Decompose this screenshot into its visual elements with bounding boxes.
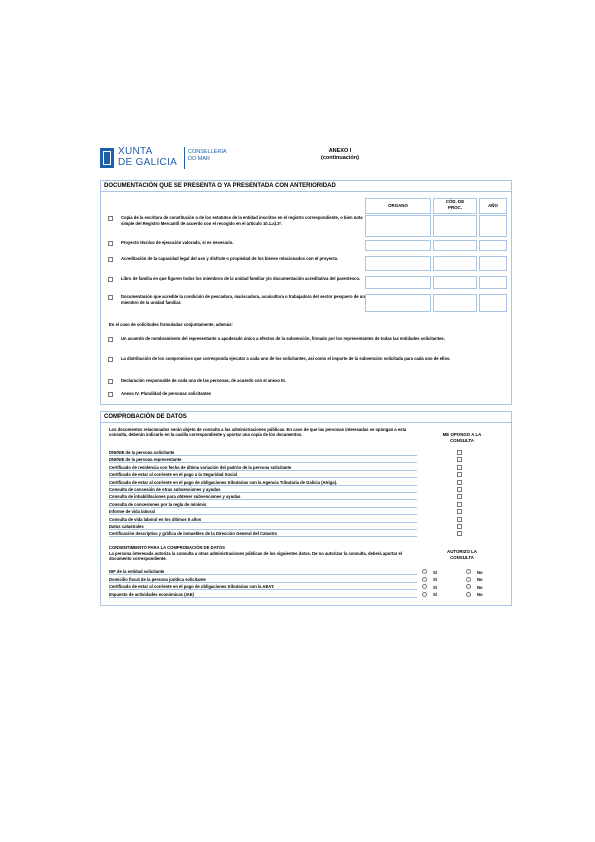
verification-row-label: DNI/NIE de la persona solicitante xyxy=(109,449,417,456)
document-item-text: Proyecto técnico de ejecución valorado, si es necesario. xyxy=(121,240,234,245)
authorize-line2: CONSULTA xyxy=(450,554,474,560)
dept-line2: DO MAR xyxy=(188,156,210,162)
col-ano: AÑO xyxy=(488,203,498,208)
oppose-checkbox[interactable] xyxy=(457,524,462,529)
joint-document-checkbox[interactable] xyxy=(108,379,113,384)
annex-line1: ANEXO I xyxy=(328,148,352,154)
cod-proc-field[interactable] xyxy=(433,215,477,237)
cod-proc-field[interactable] xyxy=(433,294,477,312)
yes-label: Sí xyxy=(433,592,437,598)
oppose-checkbox[interactable] xyxy=(457,509,462,514)
col-organo: ÓRGANO xyxy=(388,203,408,208)
joint-document-text: Un acuerdo de nombramiento del representante o apoderado único a efectos de la subvención, firmado por los representantes de todas las entidades solicitantes. xyxy=(121,336,445,341)
document-item-text: Libro de familia en que figuren todos los miembros de la unidad familiar y/o documentación acreditativa del parentesco. xyxy=(121,276,361,281)
cod-proc-field[interactable] xyxy=(433,240,477,251)
oppose-line1: ME OPONGO A LA xyxy=(442,432,482,437)
ano-field[interactable] xyxy=(479,256,507,271)
no-label: No xyxy=(477,592,483,598)
ano-field[interactable] xyxy=(479,276,507,289)
document-checkbox[interactable] xyxy=(108,277,113,282)
joint-document-text: Anexo IV. Pluralidad de personas solicitantes xyxy=(121,391,212,396)
joint-document-text: La distribución de los compromisos que corresponda ejecutar a cada uno de los solicitantes, así como el importe de la subvención solicitada para cada uno de ellos. xyxy=(121,356,451,361)
oppose-checkbox[interactable] xyxy=(457,472,462,477)
ano-field[interactable] xyxy=(479,240,507,251)
oppose-checkbox[interactable] xyxy=(457,531,462,536)
logo-line2: DE GALICIA xyxy=(118,157,178,168)
col-cod-line1: CÓD. DE xyxy=(445,199,465,204)
verification-row-label: Certificado de residencia con fecha de última variación del padrón de la persona solicitante xyxy=(109,464,417,471)
dept-line1: CONSELLERÍA xyxy=(188,149,227,155)
galicia-emblem-icon xyxy=(100,148,114,168)
documentation-section xyxy=(100,180,512,405)
annex-title xyxy=(280,148,400,162)
organo-field[interactable] xyxy=(365,215,431,237)
section-title: DOCUMENTACIÓN QUE SE PRESENTA O YA PRESENTADA CON ANTERIORIDAD xyxy=(104,183,336,189)
oppose-checkbox[interactable] xyxy=(457,502,462,507)
consent-row-label: Certificado de estar al corriente en el pago de obligaciones tributarias con la AEAT. xyxy=(109,583,417,590)
ano-field[interactable] xyxy=(479,294,507,312)
consent-title: CONSENTIMIENTO PARA LA COMPROBACIÓN DE DATOS xyxy=(109,545,225,550)
document-item-text: Acreditación de la capacidad legal del uso y disfrute o propiedad de los bienes relacionados con el proyecto. xyxy=(121,256,339,261)
document-item-text: Copia de la escritura de constitución o de los estatutos de la entidad inscritos en el registro correspondiente, o bien nota simple del Registro Mercantil de acuerdo con el recogido en el artículo 10.1.a).3º. xyxy=(121,215,363,226)
annex-line2: (continuación) xyxy=(321,155,359,161)
verification-intro: Los documentos relacionados serán objeto de consulta a las administraciones públicas. En caso de que las personas interesadas se opongan a esta consulta, deberán indicarlo en la casilla correspondiente y aportar una copia de los documentos. xyxy=(109,427,407,438)
oppose-checkbox[interactable] xyxy=(457,465,462,470)
xunta-logo xyxy=(100,146,240,172)
oppose-line2: CONSULTA xyxy=(450,437,474,443)
divider xyxy=(101,422,511,423)
no-label: No xyxy=(477,577,483,583)
authorize-yes-radio[interactable] xyxy=(422,569,427,574)
logo-separator xyxy=(184,147,185,169)
cod-proc-field[interactable] xyxy=(433,256,477,271)
authorize-header xyxy=(419,549,505,560)
authorize-no-radio[interactable] xyxy=(466,569,471,574)
oppose-checkbox[interactable] xyxy=(457,450,462,455)
authorize-no-radio[interactable] xyxy=(466,577,471,582)
document-checkbox[interactable] xyxy=(108,241,113,246)
authorize-yes-radio[interactable] xyxy=(422,577,427,582)
yes-label: Sí xyxy=(433,577,437,583)
section-title: COMPROBACIÓN DE DATOS xyxy=(104,414,187,420)
no-label: No xyxy=(477,569,483,575)
divider xyxy=(101,191,511,192)
verification-row-label: Consulta de vida laboral en los últimos 5 años xyxy=(109,516,417,523)
ano-field[interactable] xyxy=(479,215,507,237)
document-item-text: Documentación que acredite la condición de pescadora, mariscadora, acuicultora o trabajadora del sector pesquero de un miembro de la unidad familiar. xyxy=(121,294,365,305)
authorize-yes-radio[interactable] xyxy=(422,592,427,597)
verification-row-label: Certificado de estar al corriente en el pago de obligaciones tributarias con la Agencia Tributaria de Galicia (Atriga). xyxy=(109,479,417,486)
document-checkbox[interactable] xyxy=(108,295,113,300)
col-cod-line2: PROC. xyxy=(448,204,462,210)
authorize-yes-radio[interactable] xyxy=(422,584,427,589)
document-checkbox[interactable] xyxy=(108,216,113,221)
consent-row-label: NIF de la entidad solicitante xyxy=(109,568,417,575)
logo-line1: XUNTA xyxy=(118,146,153,157)
oppose-header xyxy=(419,432,505,443)
joint-document-checkbox[interactable] xyxy=(108,357,113,362)
joint-document-checkbox[interactable] xyxy=(108,392,113,397)
authorize-no-radio[interactable] xyxy=(466,584,471,589)
no-label: No xyxy=(477,584,483,590)
organo-field[interactable] xyxy=(365,256,431,271)
col-cod xyxy=(433,199,477,210)
yes-label: Sí xyxy=(433,584,437,590)
joint-document-text: Declaración responsable de cada una de las personas, de acuerdo con el anexo III. xyxy=(121,378,286,383)
oppose-checkbox[interactable] xyxy=(457,487,462,492)
verification-row-label: Consulta de concesión de otras subvenciones y ayudas xyxy=(109,486,417,493)
organo-field[interactable] xyxy=(365,240,431,251)
authorize-line1: AUTORIZO LA xyxy=(447,549,477,554)
cod-proc-field[interactable] xyxy=(433,276,477,289)
oppose-checkbox[interactable] xyxy=(457,517,462,522)
verification-row-label: DNI/NIE de la persona representante xyxy=(109,456,417,463)
consent-text: La persona interesada autoriza la consulta a otras administraciones públicas de los siguientes datos. De no autorizar la consulta, deberá aportar el documento correspondiente. xyxy=(109,551,402,562)
organo-field[interactable] xyxy=(365,276,431,289)
verification-row-label: Consulta de concesiones por la regla de minimis xyxy=(109,501,417,508)
oppose-checkbox[interactable] xyxy=(457,494,462,499)
verification-row-label: Consulta de inhabilitaciones para obtener subvenciones y ayudas xyxy=(109,493,417,500)
authorize-no-radio[interactable] xyxy=(466,592,471,597)
consent-row-label: Impuesto de actividades económicas (IAE) xyxy=(109,591,417,598)
yes-label: Sí xyxy=(433,569,437,575)
joint-document-checkbox[interactable] xyxy=(108,337,113,342)
joint-heading: En el caso de solicitudes formuladas conjuntamente, además: xyxy=(109,322,233,327)
verification-row-label: Informe de vida laboral xyxy=(109,508,417,515)
document-checkbox[interactable] xyxy=(108,257,113,262)
organo-field[interactable] xyxy=(365,294,431,312)
verification-row-label: Certificado de estar al corriente en el pago a la Seguridad Social xyxy=(109,471,417,478)
verification-row-label: Certificación descriptiva y gráfica de inmuebles de la Dirección General del Catastro xyxy=(109,530,417,537)
oppose-checkbox[interactable] xyxy=(457,480,462,485)
oppose-checkbox[interactable] xyxy=(457,457,462,462)
consent-row-label: Domicilio fiscal de la persona jurídica solicitante xyxy=(109,576,417,583)
data-verification-section xyxy=(100,411,512,606)
department-name xyxy=(188,149,227,163)
logo-wordmark xyxy=(118,146,177,168)
verification-row-label: Datos catastrales xyxy=(109,523,417,530)
